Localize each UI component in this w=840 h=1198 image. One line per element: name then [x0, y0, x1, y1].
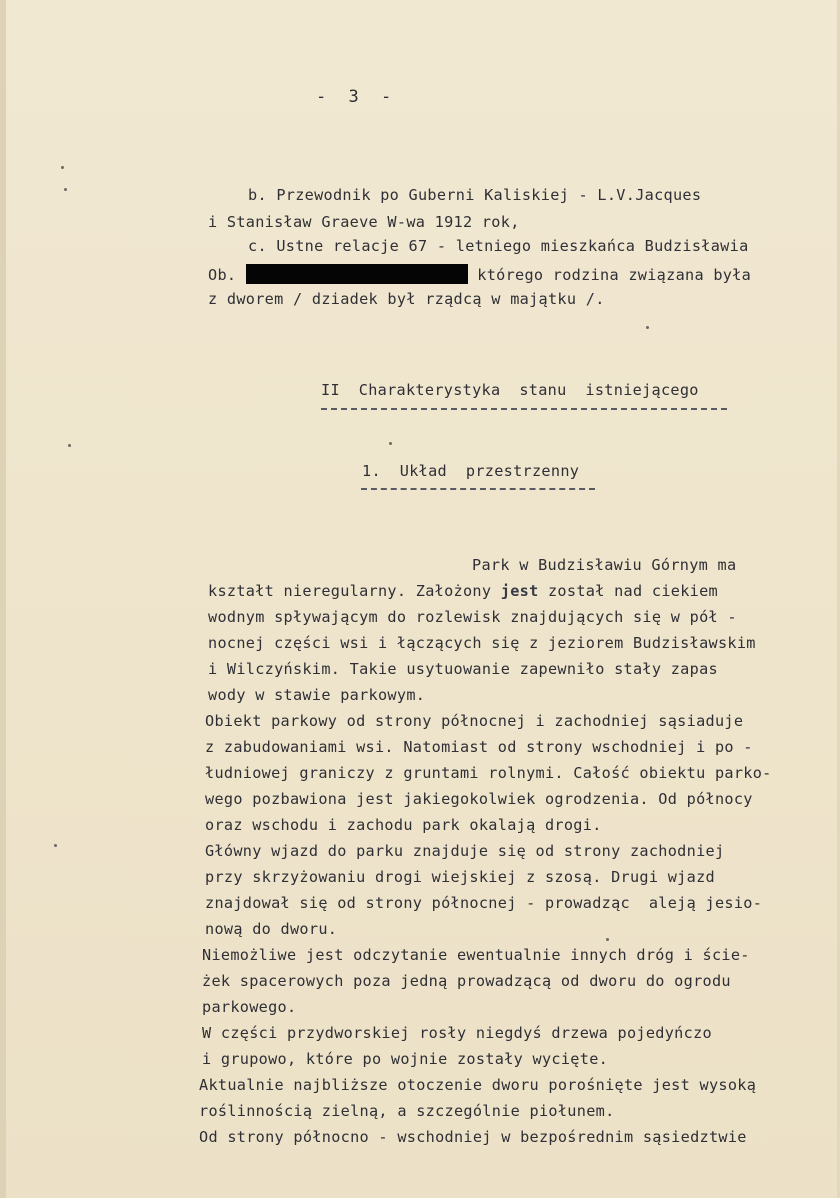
- source-c-line1: c. Ustne relacje 67 - letniego mieszkańca Budzisławia: [248, 237, 749, 255]
- body-line-12: Główny wjazd do parku znajduje się od strony zachodniej: [205, 842, 725, 860]
- subsection-heading-underline: [361, 488, 595, 490]
- body-line-8: z zabudowaniami wsi. Natomiast od strony wschodniej i po -: [205, 738, 753, 756]
- body-line-1: Park w Budzisławiu Górnym ma: [472, 556, 737, 574]
- source-b-line2: i Stanisław Graeve W-wa 1912 rok,: [208, 213, 520, 231]
- page-number: - 3 -: [316, 87, 398, 107]
- source-c-line2: [208, 264, 751, 284]
- body-line-15: nową do dworu.: [205, 920, 338, 938]
- subsection-heading: 1. Układ przestrzenny: [362, 462, 580, 480]
- body-line-2-a: kształt nieregularny. Założony: [208, 582, 501, 600]
- body-line-2-b: został nad ciekiem: [538, 582, 718, 600]
- body-line-11: oraz wschodu i zachodu park okalają drogi.: [205, 816, 602, 834]
- paper-speck: [646, 326, 649, 329]
- body-line-23: Od strony północno - wschodniej w bezpośrednim sąsiedztwie: [199, 1128, 747, 1146]
- body-line-2: [208, 582, 718, 600]
- body-line-14: znajdował się od strony północnej - prowadząc aleją jesio-: [205, 894, 763, 912]
- paper-speck: [61, 166, 64, 169]
- section-heading-underline: [321, 408, 727, 410]
- body-line-10: wego pozbawiona jest jakiegokolwiek ogrodzenia. Od północy: [205, 790, 753, 808]
- source-c-line2-end: którego rodzina związana była: [477, 266, 752, 284]
- source-c-line3: z dworem / dziadek był rządcą w majątku /.: [208, 290, 605, 308]
- body-line-17: żek spacerowych poza jedną prowadzącą od dworu do ogrodu: [202, 972, 731, 990]
- body-line-6: wody w stawie parkowym.: [208, 686, 426, 704]
- body-line-19: W części przydworskiej rosły niegdyś drzewa pojedyńczo: [202, 1024, 712, 1042]
- struck-out-word: jest: [500, 582, 539, 600]
- paper-speck: [68, 444, 71, 447]
- body-line-5: i Wilczyńskim. Takie usytuowanie zapewniło stały zapas: [208, 660, 718, 678]
- body-line-13: przy skrzyżowaniu drogi wiejskiej z szosą. Drugi wjazd: [205, 868, 715, 886]
- redaction-bar: [246, 264, 468, 284]
- body-line-20: i grupowo, które po wojnie zostały wycięte.: [202, 1050, 609, 1068]
- body-line-3: wodnym spływającym do rozlewisk znajdujących się w pół -: [208, 608, 737, 626]
- paper-speck: [389, 442, 392, 445]
- body-line-22: roślinnością zielną, a szczególnie piołunem.: [199, 1102, 615, 1120]
- section-heading: II Charakterystyka stanu istniejącego: [321, 381, 699, 399]
- body-line-9: łudniowej graniczy z gruntami rolnymi. Całość obiektu parko-: [205, 764, 772, 782]
- body-line-21: Aktualnie najbliższe otoczenie dworu porośnięte jest wysoką: [199, 1076, 757, 1094]
- source-b-line1: b. Przewodnik po Guberni Kaliskiej - L.V.Jacques: [248, 186, 702, 204]
- body-line-18: parkowego.: [202, 998, 297, 1016]
- paper-speck: [606, 938, 609, 941]
- body-line-7: Obiekt parkowy od strony północnej i zachodniej sąsiaduje: [205, 712, 744, 730]
- paper-speck: [54, 844, 57, 847]
- body-line-16: Niemożliwe jest odczytanie ewentualnie innych dróg i ście-: [202, 946, 750, 964]
- source-c-line2-start: Ob.: [208, 266, 237, 284]
- body-line-4: nocnej części wsi i łączących się z jeziorem Budzisławskim: [208, 634, 756, 652]
- paper-speck: [64, 188, 67, 191]
